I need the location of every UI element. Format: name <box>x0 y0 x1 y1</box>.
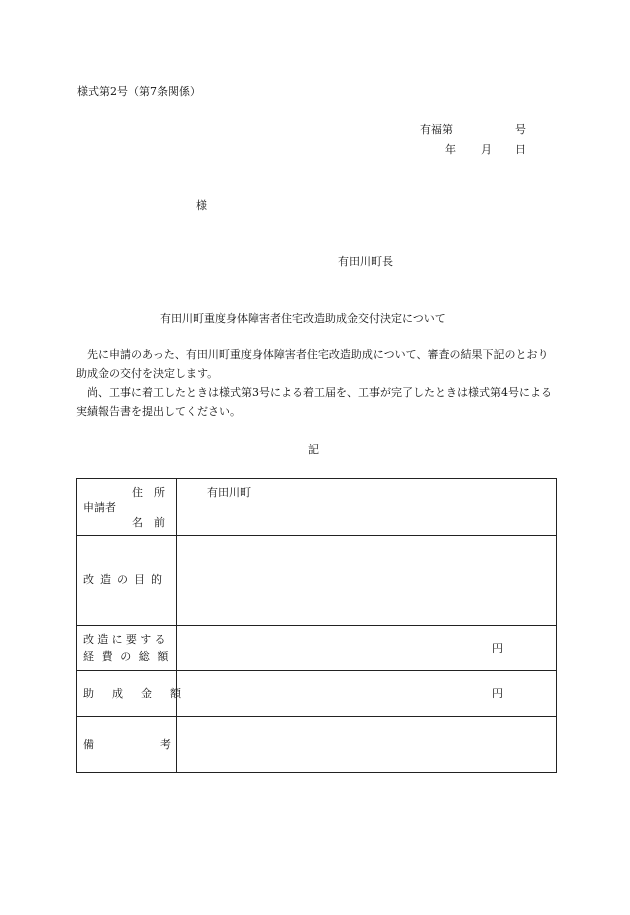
cost-label-line-1: 改造に要する <box>83 633 169 646</box>
cost-label-line-2: 経費の総額 <box>83 650 176 663</box>
subsidy-table <box>76 478 557 773</box>
applicant-label-cell <box>77 479 177 536</box>
date-day: 日 <box>515 143 526 156</box>
purpose-label: 改造の目的 <box>83 573 168 586</box>
ki-heading: 記 <box>308 443 319 456</box>
applicant-value-cell <box>177 479 557 536</box>
form-number: 様式第2号（第7条関係） <box>77 85 201 98</box>
address-label: 住 所 <box>132 486 165 499</box>
document-number-suffix: 号 <box>515 123 526 136</box>
cost-value-cell <box>177 626 557 671</box>
remarks-label-cell <box>77 717 237 773</box>
cost-yen: 円 <box>492 642 503 655</box>
purpose-row <box>77 536 557 626</box>
purpose-value-cell <box>177 536 557 626</box>
addressee-suffix: 様 <box>196 199 207 212</box>
date-year: 年 <box>445 143 456 156</box>
remarks-label: 備考 <box>83 738 237 751</box>
subsidy-row <box>77 671 557 717</box>
remarks-value-cell <box>177 717 557 773</box>
subsidy-value-cell <box>177 671 557 717</box>
cost-label-cell <box>77 626 177 671</box>
body-text <box>76 345 556 421</box>
document-title: 有田川町重度身体障害者住宅改造助成金交付決定について <box>160 312 446 325</box>
subsidy-yen: 円 <box>492 687 503 700</box>
document-number-prefix: 有福第 <box>420 123 453 136</box>
applicant-label: 申請者 <box>83 501 116 514</box>
subsidy-label-cell <box>77 671 199 717</box>
date-month: 月 <box>481 143 492 156</box>
applicant-row <box>77 479 557 536</box>
sender: 有田川町長 <box>338 255 393 268</box>
cost-row <box>77 626 557 671</box>
subsidy-label: 助成金額 <box>83 687 199 700</box>
name-label: 名 前 <box>132 516 165 529</box>
body-paragraph-1: 先に申請のあった、有田川町重度身体障害者住宅改造助成について、審査の結果下記のとおり助成金の交付を決定します。 <box>76 348 549 380</box>
remarks-row <box>77 717 557 773</box>
purpose-label-cell <box>77 536 177 626</box>
body-paragraph-2: 尚、工事に着工したときは様式第3号による着工届を、工事が完了したときは様式第4号による実績報告書を提出してください。 <box>76 386 552 418</box>
address-value: 有田川町 <box>207 486 251 499</box>
